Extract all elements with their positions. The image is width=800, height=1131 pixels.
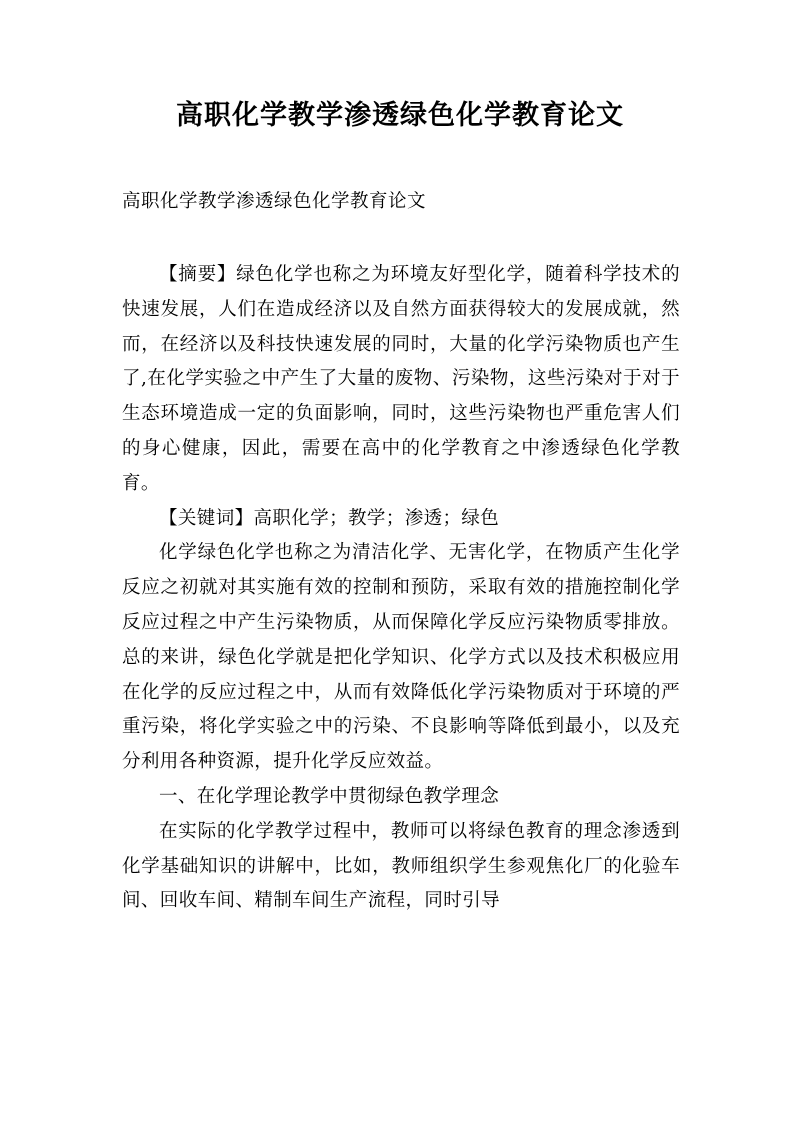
section-paragraph: 在实际的化学教学过程中，教师可以将绿色教育的理念渗透到化学基础知识的讲解中，比如，教师组织学生参观焦化厂的化验车间、回收车间、精制车间生产流程，同时引导	[122, 820, 680, 912]
document-subtitle: 高职化学教学渗透绿色化学教育论文	[122, 191, 427, 212]
abstract-paragraph: 【摘要】绿色化学也称之为环境友好型化学，随着科学技术的快速发展，人们在造成经济以及自然方面获得较大的发展成就，然而，在经济以及科技快速发展的同时，大量的化学污染物质也产生了,在化学实验之中产生了大量的废物、污染物，这些污染对于对于生态环境造成一定的负面影响，同时，这些污染物也严重危害人们的身心健康，因此，需要在高中的化学教育之中渗透绿色化学教育。	[122, 264, 680, 494]
keywords-paragraph: 【关键词】高职化学；教学；渗透；绿色	[159, 507, 500, 529]
intro-paragraph: 化学绿色化学也称之为清洁化学、无害化学，在物质产生化学反应之初就对其实施有效的控制和预防，采取有效的措施控制化学反应过程之中产生污染物质，从而保障化学反应污染物质零排放。总的来讲，绿色化学就是把化学知识、化学方式以及技术积极应用在化学的反应过程之中，从而有效降低化学污染物质对于环境的严重污染，将化学实验之中的污染、不良影响等降低到最小，以及充分利用各种资源，提升化学反应效益。	[122, 542, 680, 773]
document-title: 高职化学教学渗透绿色化学教育论文	[176, 100, 624, 131]
document-body	[122, 258, 680, 919]
section-heading: 一、在化学理论教学中贯彻绿色教学理念	[159, 785, 500, 807]
